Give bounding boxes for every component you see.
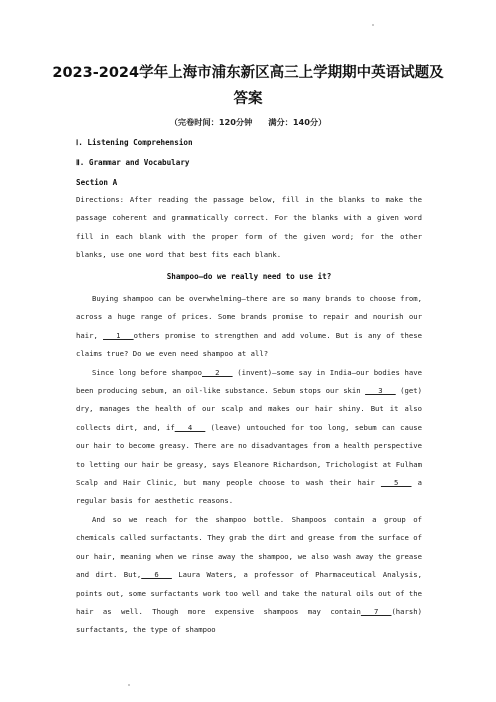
scan-speck <box>128 684 130 686</box>
part-2-heading: Ⅱ. Grammar and Vocabulary <box>76 158 190 167</box>
blank-5: ___5___ <box>380 478 412 488</box>
blank-2: ___2___ <box>202 367 233 377</box>
blank-4: ___4___ <box>174 422 206 432</box>
document-title-line-2: 答案 <box>233 91 263 107</box>
p2-text-d: (leave) untouched for too long, sebum can cause our hair to become greasy. There are no disadvantages from a health perspective to letting our hair be greasy, says Eleanore Richardson, Trichologist at Fulham Scalp and Hair Clinic, but many people choose to wash their hair <box>76 422 423 488</box>
paragraph-3 <box>76 511 422 640</box>
passage-body <box>76 290 422 640</box>
blank-3: ___3___ <box>365 386 396 396</box>
p2-text-c: (get) dry, manages the health of our scalp and makes our hair shiny. But it also collects dirt, and, if <box>76 386 422 432</box>
paragraph-1 <box>76 290 422 364</box>
exam-time: （完卷时间：120分钟 <box>169 117 253 127</box>
paragraph-2 <box>76 364 422 511</box>
directions-text: Directions: After reading the passage below, fill in the blanks to make the passage coherent and grammatically correct. For the blanks with a given word fill in each blank with the proper form of the given word; for the other blanks, use one word that best fits each blank. <box>76 195 422 260</box>
p2-text-e: a regular basis for aesthetic reasons. <box>76 478 422 506</box>
exam-meta <box>40 117 456 128</box>
passage-title: Shampoo—do we really need to use it? <box>166 272 332 281</box>
p3-text-c: (harsh) surfactants, the type of shampoo <box>76 606 422 635</box>
part-1-heading: Ⅰ. Listening Comprehension <box>76 138 193 147</box>
p2-text-a: Since long before shampoo <box>92 367 202 377</box>
p2-text-b: (invent)—some say in India—our bodies have been producing sebum, an oil-like substance. Sebum stops our skin <box>76 367 422 396</box>
exam-score: 满分：140分） <box>268 117 327 127</box>
blank-7: ___7___ <box>360 606 392 616</box>
scan-speck <box>372 24 374 26</box>
p3-text-a: And so we reach for the shampoo bottle. Shampoos contain a group of chemicals called surfactants. They grab the dirt and grease from the surface of our hair, meaning when we rinse away the shampoo, we also wash away the grease and dirt. But, <box>76 514 422 580</box>
p1-text-a: Buying shampoo can be overwhelming—there are so many brands to choose from, across a huge range of prices. Some brands promise to repair and nourish our hair, <box>76 294 422 340</box>
section-a-heading: Section A <box>76 178 118 187</box>
p3-text-b: Laura Waters, a professor of Pharmaceutical Analysis, points out, some surfactants work too well and take the natural oils out of the hair as well. Though more expensive shampoos may contain <box>76 570 423 616</box>
blank-6: ___6___ <box>141 570 172 580</box>
document-title-line-1: 2023-2024学年上海市浦东新区高三上学期期中英语试题及 <box>52 65 444 81</box>
directions <box>76 191 422 265</box>
p1-text-b: others promise to strengthen and add volume. But is any of these claims true? Do we even need shampoo at all? <box>76 330 422 359</box>
blank-1: ___1___ <box>103 330 134 340</box>
